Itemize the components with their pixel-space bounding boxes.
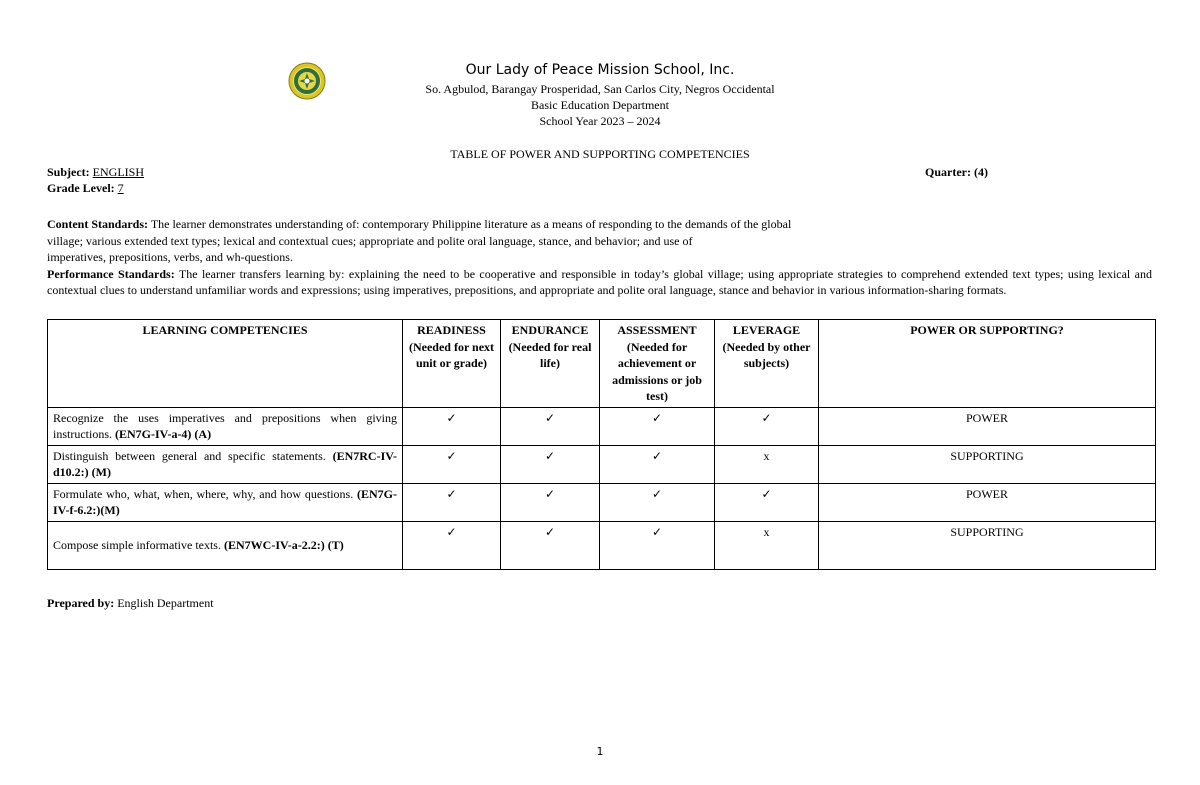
assessment-subtitle: (Needed for achievement or admissions or job test) [612, 339, 702, 403]
content-standards-label: Content Standards: [47, 217, 149, 231]
readiness-title: READINESS [417, 323, 486, 337]
subject-value: ENGLISH [92, 165, 144, 179]
readiness-subtitle: (Needed for next unit or grade) [408, 339, 495, 370]
header-endurance [501, 320, 600, 408]
school-year: School Year 2023 – 2024 [539, 114, 661, 128]
grade-label: Grade Level: [47, 181, 115, 195]
competency-cell [48, 521, 403, 569]
grade-line [47, 180, 124, 196]
assessment-mark: ✓ [600, 483, 715, 521]
performance-standards-text: The learner transfers learning by: explaining the need to be cooperative and responsible in today’s global village; using appropriate strategies to comprehend extended text types; using lexical and contextual clues to understand unfamiliar words and expressions; using imperatives, prepositions, and appropriate and polite oral language, stance and behavior in various information-sharing formats. [47, 266, 1152, 297]
content-standards-line1 [47, 216, 1152, 233]
leverage-mark: x [715, 445, 819, 483]
table-row [48, 445, 1156, 483]
readiness-mark: ✓ [403, 521, 501, 569]
header-readiness [403, 320, 501, 408]
leverage-mark: x [715, 521, 819, 569]
endurance-mark: ✓ [501, 483, 600, 521]
performance-standards [47, 266, 1152, 299]
performance-standards-label: Performance Standards: [47, 266, 175, 281]
competency-text: Recognize the uses imperatives and prepositions when giving instructions. [53, 410, 397, 441]
readiness-mark: ✓ [403, 445, 501, 483]
table-row [48, 407, 1156, 445]
subject-line [47, 164, 144, 180]
power-or-supporting-value: SUPPORTING [819, 521, 1156, 569]
content-standards-line3: imperatives, prepositions, verbs, and wh-questions. [47, 250, 293, 264]
standards-block [47, 216, 1152, 299]
endurance-mark: ✓ [501, 445, 600, 483]
competency-code: (EN7G-IV-f-6.2:)(M) [53, 486, 397, 517]
subject-label: Subject: [47, 165, 90, 179]
endurance-title: ENDURANCE [511, 323, 589, 337]
endurance-subtitle: (Needed for real life) [508, 339, 592, 370]
leverage-mark: ✓ [715, 407, 819, 445]
header-power-or-supporting: POWER OR SUPPORTING? [819, 320, 1156, 408]
assessment-mark: ✓ [600, 521, 715, 569]
assessment-title: ASSESSMENT [617, 323, 697, 337]
leverage-title: LEVERAGE [732, 323, 801, 337]
document-title: TABLE OF POWER AND SUPPORTING COMPETENCIES [450, 147, 750, 161]
power-or-supporting-value: POWER [819, 407, 1156, 445]
table-header-row [48, 320, 1156, 408]
leverage-mark: ✓ [715, 483, 819, 521]
competency-code: (EN7G-IV-a-4) (A) [115, 427, 212, 441]
school-name: Our Lady of Peace Mission School, Inc. [465, 62, 735, 78]
endurance-mark: ✓ [501, 407, 600, 445]
competency-text: Distinguish between general and specific statements. [53, 448, 326, 463]
competency-cell [48, 483, 403, 521]
assessment-mark: ✓ [600, 445, 715, 483]
endurance-mark: ✓ [501, 521, 600, 569]
grade-value: 7 [117, 181, 124, 195]
assessment-mark: ✓ [600, 407, 715, 445]
page-number: 1 [596, 745, 604, 758]
content-standards-line2: village; various extended text types; lexical and contextual cues; appropriate and polite oral language, stance, and behavior; and use of [47, 233, 693, 248]
table-row [48, 521, 1156, 569]
prepared-by-value: English Department [117, 596, 214, 610]
content-standards-text1: The learner demonstrates understanding of: contemporary Philippine literature as a means of responding to the demands of the global [150, 217, 792, 231]
competencies-table [47, 319, 1156, 570]
leverage-subtitle: (Needed by other subjects) [722, 339, 811, 370]
header-leverage [715, 320, 819, 408]
department: Basic Education Department [531, 98, 669, 112]
table-row [48, 483, 1156, 521]
competency-code: (EN7WC-IV-a-2.2:) (T) [223, 537, 344, 552]
power-or-supporting-value: POWER [819, 483, 1156, 521]
prepared-by-label: Prepared by: [47, 596, 115, 610]
competency-cell [48, 407, 403, 445]
competency-text: Compose simple informative texts. [53, 537, 221, 552]
readiness-mark: ✓ [403, 483, 501, 521]
competency-text: Formulate who, what, when, where, why, and how questions. [53, 486, 354, 501]
header-assessment [600, 320, 715, 408]
power-or-supporting-value: SUPPORTING [819, 445, 1156, 483]
header-competencies: LEARNING COMPETENCIES [48, 320, 403, 408]
readiness-mark: ✓ [403, 407, 501, 445]
prepared-by [47, 596, 214, 611]
quarter-label: Quarter: (4) [925, 165, 988, 179]
competency-code: (EN7RC-IV-d10.2:) (M) [53, 448, 398, 479]
competency-cell [48, 445, 403, 483]
school-address: So. Agbulod, Barangay Prosperidad, San Carlos City, Negros Occidental [425, 82, 775, 96]
